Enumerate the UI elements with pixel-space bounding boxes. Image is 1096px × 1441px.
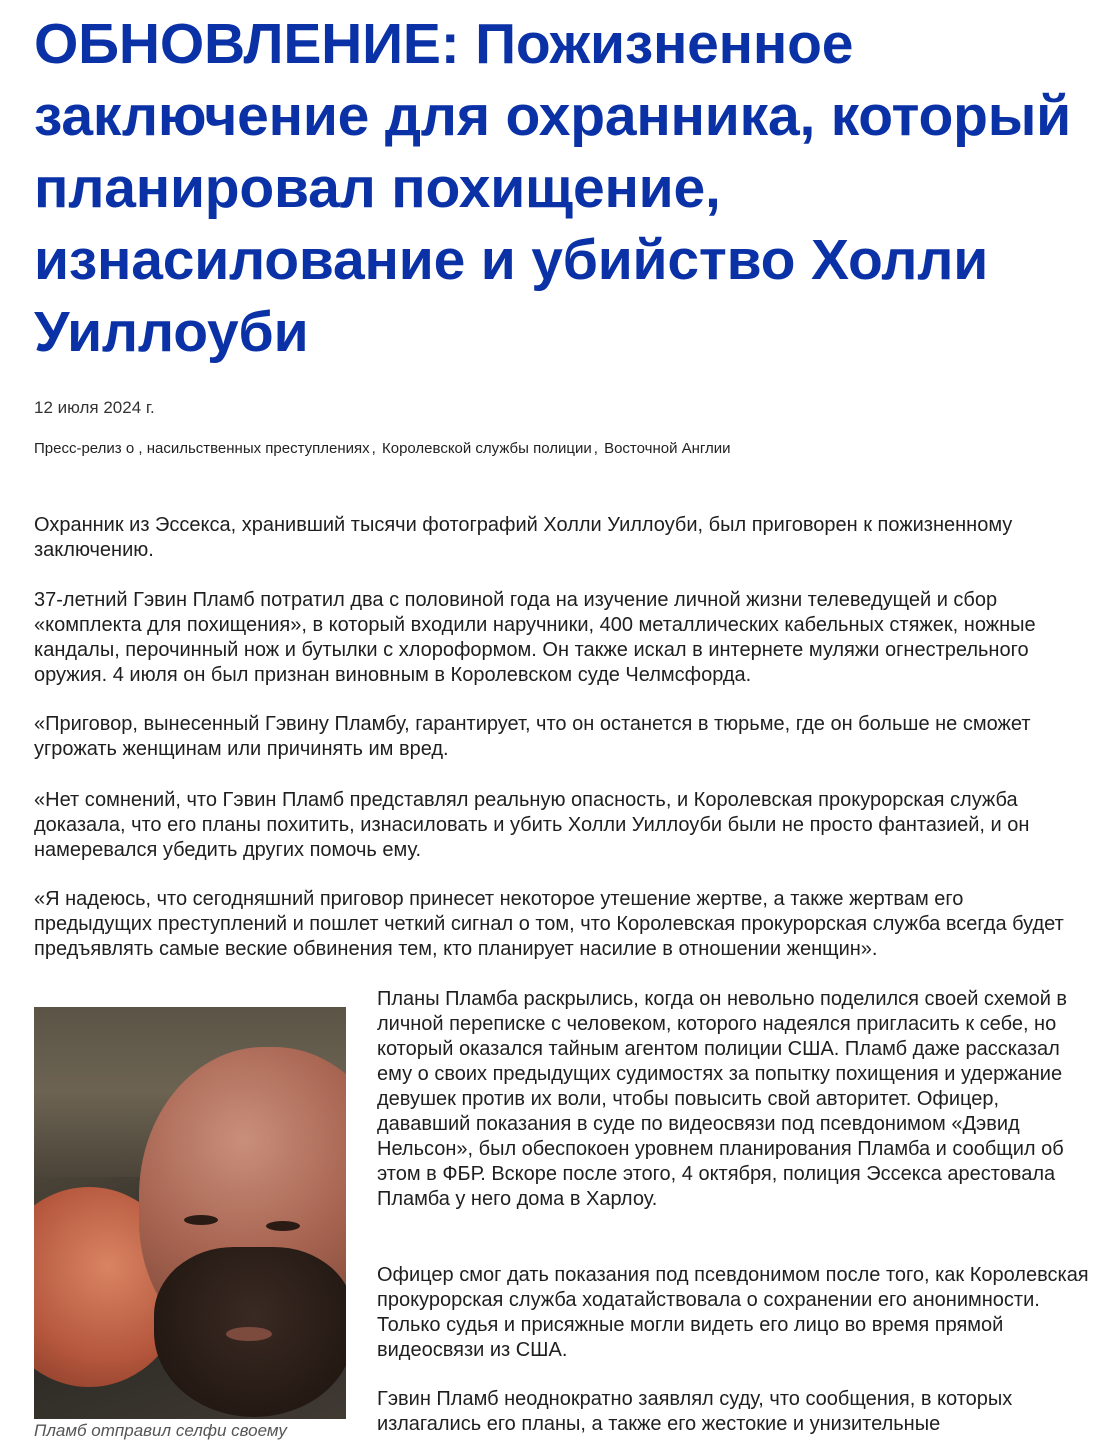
article-paragraph: Офицер смог дать показания под псевдонимом после того, как Королевская прокурорская служба ходатайствовала о сохранении его анонимности. Только судья и присяжные могли видеть его лицо во время прямой видеосвязи из США. <box>377 1264 1089 1361</box>
article <box>34 0 1089 1440</box>
tag-link-crown-service[interactable]: Королевской службы полиции <box>381 440 592 457</box>
tag-list <box>34 440 731 457</box>
tag-separator: , <box>371 440 376 457</box>
article-paragraph: 37-летний Гэвин Пламб потратил два с половиной года на изучение личной жизни телеведущей и сбор «комплекта для похищения», в который входили наручники, 400 металлических кабельных стяжек, ножные кандалы, перочинный нож и бутылки с хлороформом. Он также искал в интернете муляжи огнестрельного оружия. 4 июля он был признан виновным в Королевском суде Челмсфорда. <box>34 589 1036 686</box>
article-paragraph: Планы Пламба раскрылись, когда он невольно поделился своей схемой в личной переписке с человеком, которого надеялся пригласить к себе, но который оказался тайным агентом полиции США. Пламб даже рассказал ему о своих предыдущих судимостях за попытку похищения и удержание девушек против их воли, чтобы повысить свой авторитет. Офицер, дававший показания в суде по видеосвязи под псевдонимом «Дэвид Нельсон», был обеспокоен уровнем планирования Пламба и сообщил об этом в ФБР. Вскоре после этого, 4 октября, полиция Эссекса арестовала Пламба у него дома в Харлоу. <box>377 988 1068 1210</box>
article-paragraph: Охранник из Эссекса, хранивший тысячи фотографий Холли Уиллоуби, был приговорен к пожизненному заключению. <box>34 514 1013 561</box>
selfie-photo <box>34 1007 346 1419</box>
article-paragraph: «Я надеюсь, что сегодняшний приговор принесет некоторое утешение жертве, а также жертвам его предыдущих преступлений и пошлет четкий сигнал о том, что Королевская прокурорская служба всегда будет предъявлять самые веские обвинения тем, кто планирует насилие в отношении женщин». <box>34 888 1064 960</box>
publish-date: 12 июля 2024 г. <box>34 398 155 417</box>
figure-caption: Пламб отправил селфи своему <box>34 1421 287 1440</box>
article-paragraph: «Нет сомнений, что Гэвин Пламб представлял реальную опасность, и Королевская прокурорская служба доказала, что его планы похитить, изнасиловать и убить Холли Уиллоуби были не просто фантазией, и он намеревался убедить других помочь ему. <box>34 789 1030 861</box>
page-title: ОБНОВЛЕНИЕ: Пожизненное заключение для охранника, который планировал похищение, изнасилование и убийство Холли Уиллоуби <box>34 12 1072 364</box>
tag-separator: , <box>593 440 598 457</box>
article-paragraph: «Приговор, вынесенный Гэвину Пламбу, гарантирует, что он останется в тюрьме, где он больше не сможет угрожать женщинам или причинять им вред. <box>34 713 1031 760</box>
article-figure <box>34 1007 346 1441</box>
tags-prefix: Пресс-релиз о , <box>34 440 143 457</box>
tag-link-violent-crime[interactable]: насильственных преступлениях <box>146 440 370 457</box>
article-paragraph: Гэвин Пламб неоднократно заявлял суду, что сообщения, в которых излагались его планы, а также его жестокие и унизительные <box>377 1388 1013 1435</box>
tag-link-east-england[interactable]: Восточной Англии <box>604 440 731 457</box>
